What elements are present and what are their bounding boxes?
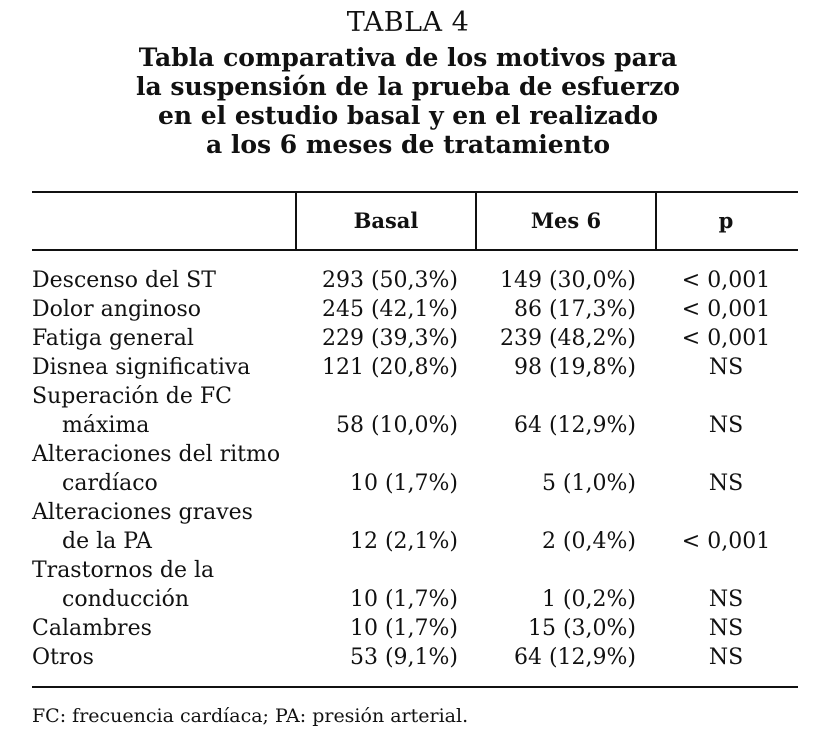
cell-mes6: 2 (0,4%) — [541, 529, 636, 554]
title-line: a los 6 meses de tratamiento — [205, 130, 611, 159]
bottom-rule — [32, 686, 798, 688]
row-label: Disnea significativa — [32, 355, 251, 380]
cell-mes6: 98 (19,8%) — [513, 355, 636, 380]
cell-basal: 12 (2,1%) — [349, 529, 458, 554]
row-label: Dolor anginoso — [32, 297, 202, 322]
cell-basal: 53 (9,1%) — [349, 645, 458, 670]
title-line: en el estudio basal y en el realizado — [157, 101, 659, 130]
row-label: Superación de FC — [32, 384, 232, 409]
table-title — [60, 43, 756, 159]
row-label-continuation: conducción — [62, 587, 190, 612]
top-rule — [32, 191, 798, 193]
row-label-continuation: de la PA — [62, 529, 152, 554]
cell-basal: 229 (39,3%) — [321, 326, 458, 351]
table-row-continuation — [0, 585, 816, 614]
table-row-continuation — [0, 469, 816, 498]
table-body — [0, 266, 816, 672]
cell-p: < 0,001 — [681, 529, 771, 554]
cell-mes6: 149 (30,0%) — [499, 268, 636, 293]
cell-p: NS — [708, 355, 744, 380]
table-row — [0, 643, 816, 672]
cell-p: < 0,001 — [681, 326, 771, 351]
cell-mes6: 239 (48,2%) — [499, 326, 636, 351]
table-row — [0, 324, 816, 353]
row-label: Descenso del ST — [32, 268, 216, 293]
table-row-continuation — [0, 527, 816, 556]
cell-p: NS — [708, 645, 744, 670]
table-row — [0, 556, 816, 585]
cell-basal: 121 (20,8%) — [321, 355, 458, 380]
cell-p: < 0,001 — [681, 297, 771, 322]
row-label: Otros — [32, 645, 94, 670]
cell-basal: 245 (42,1%) — [321, 297, 458, 322]
row-label: Calambres — [32, 616, 152, 641]
row-label: Trastornos de la — [32, 558, 215, 583]
cell-mes6: 1 (0,2%) — [541, 587, 636, 612]
table-row — [0, 295, 816, 324]
row-label-continuation: máxima — [62, 413, 150, 438]
table-label: TABLA 4 — [346, 7, 470, 38]
table-row-continuation — [0, 411, 816, 440]
cell-mes6: 5 (1,0%) — [541, 471, 636, 496]
table-row — [0, 353, 816, 382]
footnote: FC: frecuencia cardíaca; PA: presión arterial. — [32, 705, 469, 727]
cell-p: NS — [708, 471, 744, 496]
table-row — [0, 614, 816, 643]
cell-mes6: 86 (17,3%) — [513, 297, 636, 322]
row-label-continuation: cardíaco — [62, 471, 158, 496]
cell-basal: 10 (1,7%) — [349, 616, 458, 641]
cell-p: NS — [708, 413, 744, 438]
row-label: Alteraciones del ritmo — [32, 442, 281, 467]
header-mes6: Mes 6 — [530, 208, 602, 233]
cell-mes6: 64 (12,9%) — [513, 413, 636, 438]
header-rule — [32, 249, 798, 251]
cell-basal: 10 (1,7%) — [349, 471, 458, 496]
title-line: Tabla comparativa de los motivos para — [138, 43, 678, 72]
cell-mes6: 15 (3,0%) — [527, 616, 636, 641]
cell-basal: 58 (10,0%) — [335, 413, 458, 438]
cell-mes6: 64 (12,9%) — [513, 645, 636, 670]
cell-p: NS — [708, 587, 744, 612]
table-row — [0, 382, 816, 411]
table-row — [0, 266, 816, 295]
cell-basal: 293 (50,3%) — [321, 268, 458, 293]
row-label: Alteraciones graves — [32, 500, 253, 525]
table-row — [0, 440, 816, 469]
cell-p: < 0,001 — [681, 268, 771, 293]
row-label: Fatiga general — [32, 326, 194, 351]
title-line: la suspensión de la prueba de esfuerzo — [136, 72, 680, 101]
table-row — [0, 498, 816, 527]
cell-p: NS — [708, 616, 744, 641]
cell-basal: 10 (1,7%) — [349, 587, 458, 612]
header-p: p — [718, 208, 734, 233]
header-basal: Basal — [353, 208, 419, 233]
